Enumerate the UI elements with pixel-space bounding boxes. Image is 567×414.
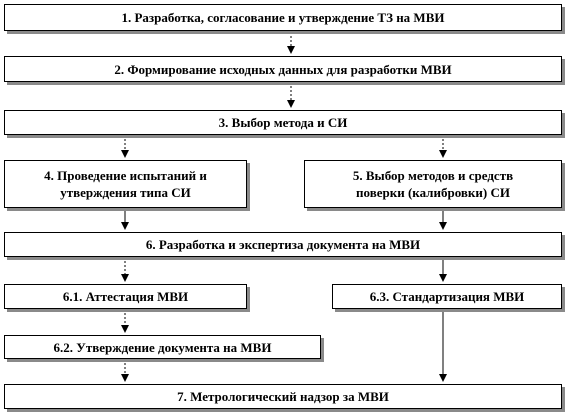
node-2-initial-data: 2. Формирование исходных данных для разработки МВИ [4, 56, 562, 82]
node-6-3-standardization: 6.3. Стандартизация МВИ [332, 284, 562, 309]
node-6-1-certification: 6.1. Аттестация МВИ [4, 284, 247, 309]
node-6-2-document-approval: 6.2. Утверждение документа на МВИ [4, 335, 321, 359]
node-1-tz-development: 1. Разработка, согласование и утверждение ТЗ на МВИ [4, 4, 562, 31]
node-6-document-development: 6. Разработка и экспертиза документа на МВИ [4, 232, 562, 257]
node-3-method-selection: 3. Выбор метода и СИ [4, 110, 562, 135]
node-4-testing-approval: 4. Проведение испытаний и утверждения типа СИ [4, 160, 247, 208]
node-5-verification-methods: 5. Выбор методов и средств поверки (калибровки) СИ [304, 160, 562, 208]
node-7-metrological-supervision: 7. Метрологический надзор за МВИ [4, 384, 562, 409]
